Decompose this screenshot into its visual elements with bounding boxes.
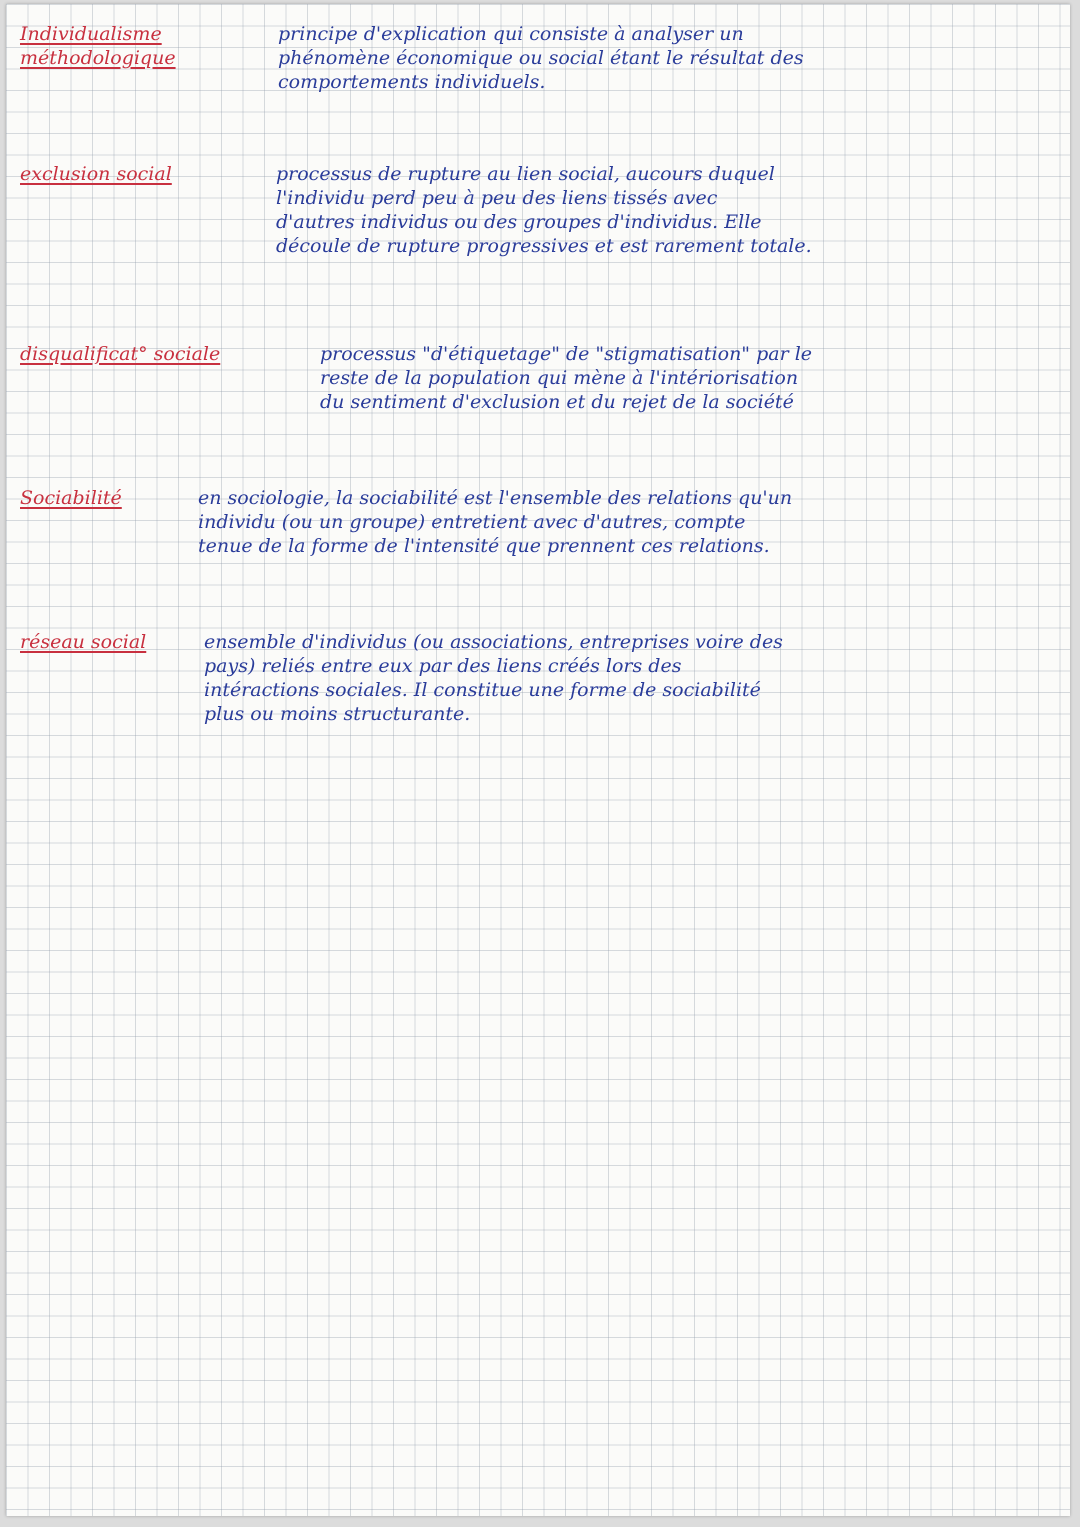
definition-line: phénomène économique ou social étant le résultat des — [278, 47, 804, 69]
glossary-entry-individualisme — [20, 22, 1060, 122]
definition — [276, 162, 1054, 258]
term-line: Sociabilité — [20, 487, 122, 509]
term — [20, 22, 176, 70]
definition-line: comportements individuels. — [278, 71, 546, 93]
definition-line: tenue de la forme de l'intensité que prennent ces relations. — [198, 535, 770, 557]
term-line: Individualisme — [20, 23, 162, 45]
term-line: disqualificat° sociale — [20, 343, 221, 365]
definition — [320, 342, 1054, 414]
definition-line: l'individu perd peu à peu des liens tissés avec — [276, 187, 718, 209]
definition-line: processus de rupture au lien social, aucours duquel — [276, 163, 775, 185]
definition-line: en sociologie, la sociabilité est l'ensemble des relations qu'un — [198, 487, 793, 509]
definition-line: pays) reliés entre eux par des liens créés lors des — [204, 655, 682, 677]
term — [20, 162, 172, 186]
definition-line: du sentiment d'exclusion et du rejet de la société — [320, 391, 794, 413]
term — [20, 630, 146, 654]
definition-line: reste de la population qui mène à l'intériorisation — [320, 367, 799, 389]
definition-line: processus "d'étiquetage" de "stigmatisation" par le — [320, 343, 813, 365]
definition-line: d'autres individus ou des groupes d'individus. Elle — [276, 211, 762, 233]
notebook-page — [6, 4, 1070, 1516]
term — [20, 486, 122, 510]
term-line: méthodologique — [20, 47, 176, 69]
definition-line: intéractions sociales. Il constitue une forme de sociabilité — [204, 679, 761, 701]
definition-line: ensemble d'individus (ou associations, entreprises voire des — [204, 631, 783, 653]
glossary-entry-reseau-social — [20, 630, 1060, 750]
definition — [278, 22, 1054, 94]
definition-line: individu (ou un groupe) entretient avec d'autres, compte — [198, 511, 746, 533]
glossary-entry-sociabilite — [20, 486, 1060, 586]
glossary-entry-exclusion-social — [20, 162, 1060, 282]
definition — [204, 630, 1054, 726]
definition-line: plus ou moins structurante. — [204, 703, 471, 725]
definition-line: principe d'explication qui consiste à analyser un — [278, 23, 744, 45]
definition-line: découle de rupture progressives et est rarement totale. — [276, 235, 812, 257]
definition — [198, 486, 1054, 558]
term-line: réseau social — [20, 631, 147, 653]
term — [20, 342, 220, 366]
term-line: exclusion social — [20, 163, 172, 185]
glossary-entry-disqualification-sociale — [20, 342, 1060, 442]
